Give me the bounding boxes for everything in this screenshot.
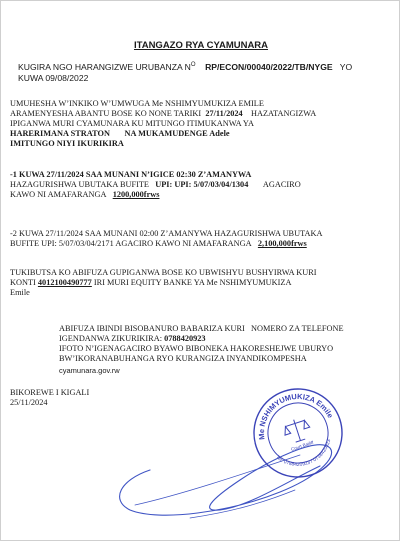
contact-line-4: BW’IKORANABUHANGA RYO KURANGIZA INYANDIKOMPESHA (59, 354, 307, 363)
account-number: 4012100490777 (37, 278, 92, 287)
official-stamp (250, 385, 346, 481)
case-yo: YO (339, 62, 353, 72)
notice-line-4 (10, 129, 230, 138)
case-intro-text: KUGIRA NGO HARANGIZWE URUBANZA N (18, 62, 191, 72)
item2-upi-text: BUFITE UPI: 5/07/03/04/2171 AGACIRO KAWO NI AMAFARANGA (10, 239, 252, 248)
contact-line-3: IFOTO N’IGENAGACIRO BYAWO BIBONEKA HAKORESHEJWE UBURYO (59, 344, 334, 353)
contact-line-2 (59, 334, 206, 343)
page-title: ITANGAZO RYA CYAMUNARA (133, 40, 269, 51)
item1-line-3 (10, 190, 159, 199)
case-reference-line (18, 62, 352, 72)
stamp-tel-text: Tel: 0788420923 / 0738420923 (274, 438, 333, 468)
item1-sale-text: HAZAGURISHWA UBUTAKA BUFITE (10, 180, 150, 189)
stamp-center-text: Court Bailiff (290, 439, 314, 452)
case-number: RP/ECON/00040/2022/TB/NYGE (205, 62, 333, 72)
item2-line-1: -2 KUWA 27/11/2024 SAA MUNANI 02:00 Z’AMANYWA HAZAGURISHWA UBUTAKA (10, 229, 323, 238)
footer-place: BIKOREWE I KIGALI (10, 388, 90, 397)
notice-line-5: IMITUNGO NIYI IKURIKIRA (10, 139, 124, 148)
owner-name-1: HARERIMANA STRATON (10, 129, 110, 138)
contact-mobile-label: IGENDANWA ZIKURIKIRA: (59, 334, 163, 343)
stamp-name-text: Me NSHIMYUMUKIZA Emile (256, 391, 335, 441)
item1-line-1: -1 KUWA 27/11/2024 SAA MUNANI N’IGICE 02:30 Z’AMANYWA (10, 170, 252, 179)
owner-name-2: NA MUKAMUDENGE Adele (124, 129, 230, 138)
payment-line-3: Emile (10, 288, 30, 297)
footer-date: 25/11/2024 (10, 398, 48, 407)
notice-start-text: HAZATANGIZWA (250, 109, 317, 118)
number-superscript: O (190, 62, 196, 69)
item1-upi: UPI: UPI: 5/07/03/04/1304 (155, 180, 249, 189)
contact-line-1 (59, 324, 344, 333)
item1-amount-label: KAWO NI AMAFARANGA (10, 190, 107, 199)
contact-phone-label: NOMERO ZA TELEFONE (251, 324, 344, 333)
case-date: KUWA 09/08/2022 (18, 73, 89, 83)
payment-line-1: TUKIBUTSA KO ABIFUZA GUPIGANWA BOSE KO UBWISHYU BUSHYIRWA KURI (10, 268, 317, 277)
bank-text: IRI MURI EQUITY BANKE YA Me NSHIMYUMUKIZA (93, 278, 292, 287)
notice-announce-text: ARAMENYESHA ABANTU BOSE KO NONE TARIKI (10, 109, 202, 118)
item1-amount: 1200,000frws (112, 190, 160, 199)
item1-value-label: AGACIRO (262, 180, 301, 189)
item2-amount: 2,100,000frws (257, 239, 307, 248)
account-label: KONTI (10, 278, 36, 287)
contact-ask-text: ABIFUZA IBINDI BISOBANURO BABARIZA KURI (59, 324, 245, 333)
notice-line-1: UMUHESHA W’INKIKO W’UMWUGA Me NSHIMYUMUKIZA EMILE (10, 99, 264, 108)
auction-date: 27/11/2024 (205, 109, 243, 118)
contact-phone-number: 0788420923 (164, 334, 206, 343)
item2-line-2 (10, 239, 307, 248)
website-link[interactable]: cyamunara.gov.rw (59, 366, 120, 375)
notice-line-3: IPIGANWA MURI CYAMUNARA KU MITUNGO ITIMUKANWA YA (10, 119, 254, 128)
notice-line-2 (10, 109, 316, 118)
item1-line-2 (10, 180, 301, 189)
payment-line-2 (10, 278, 291, 287)
